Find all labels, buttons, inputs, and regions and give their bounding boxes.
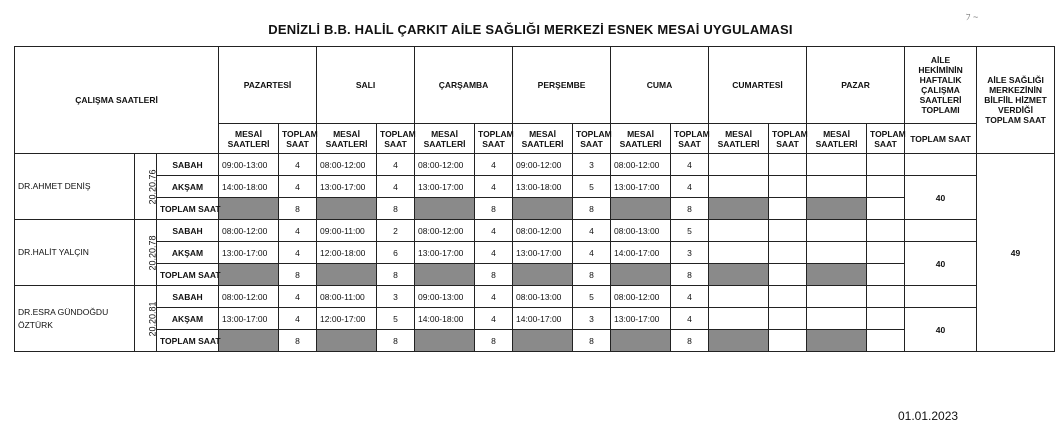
header-toplam-saat: TOPLAM SAAT: [475, 124, 513, 154]
header-day: PERŞEMBE: [513, 47, 611, 124]
day-total: [867, 198, 905, 220]
slot-sabah: SABAH: [157, 220, 219, 242]
toplam-shaded: [709, 198, 769, 220]
sabah-hours: [709, 286, 769, 308]
header-weekly-total: AİLE HEKİMİNİN HAFTALIK ÇALIŞMA SAATLERİ TOPLAMI: [905, 47, 977, 124]
day-total: 8: [671, 198, 709, 220]
weekly-total: 40: [905, 308, 977, 352]
sabah-hours: 08:00-12:00: [219, 220, 279, 242]
sabah-hours: 08:00-11:00: [317, 286, 377, 308]
toplam-shaded: [611, 330, 671, 352]
header-mesai-saatleri: MESAİ SAATLERİ: [219, 124, 279, 154]
header-toplam-saat: TOPLAM SAAT: [769, 124, 807, 154]
day-total: [769, 198, 807, 220]
sabah-total: 4: [377, 154, 415, 176]
header-day: SALI: [317, 47, 415, 124]
aksam-total: 4: [279, 308, 317, 330]
sabah-total: 4: [475, 154, 513, 176]
sabah-hours: 09:00-13:00: [415, 286, 475, 308]
day-total: 8: [475, 264, 513, 286]
sabah-total: 5: [573, 286, 611, 308]
sabah-total: 4: [475, 286, 513, 308]
aksam-total: 4: [671, 176, 709, 198]
sabah-hours: [807, 154, 867, 176]
aksam-hours: 14:00-18:00: [415, 308, 475, 330]
day-total: [769, 264, 807, 286]
schedule-table: [14, 46, 1055, 352]
sabah-hours: 08:00-12:00: [415, 220, 475, 242]
aksam-total: [867, 176, 905, 198]
toplam-shaded: [513, 330, 573, 352]
day-total: [769, 330, 807, 352]
slot-toplam: TOPLAM SAAT: [157, 330, 219, 352]
doctor-code-cell: [135, 286, 157, 352]
day-total: [867, 330, 905, 352]
sabah-hours: [709, 154, 769, 176]
sabah-hours: 09:00-12:00: [513, 154, 573, 176]
sabah-hours: [807, 286, 867, 308]
toplam-shaded: [317, 264, 377, 286]
toplam-shaded: [415, 264, 475, 286]
header-day: PAZARTESİ: [219, 47, 317, 124]
aksam-total: 4: [279, 242, 317, 264]
sabah-hours: 09:00-11:00: [317, 220, 377, 242]
aksam-hours: 13:00-18:00: [513, 176, 573, 198]
weekly-total-blank: [905, 220, 977, 242]
header-mesai-saatleri: MESAİ SAATLERİ: [709, 124, 769, 154]
slot-aksam: AKŞAM: [157, 308, 219, 330]
slot-sabah: SABAH: [157, 154, 219, 176]
aksam-total: [769, 176, 807, 198]
aksam-total: [867, 308, 905, 330]
weekly-total: 40: [905, 176, 977, 220]
toplam-shaded: [415, 330, 475, 352]
aksam-hours: 12:00-18:00: [317, 242, 377, 264]
aksam-hours: [807, 308, 867, 330]
sabah-hours: 08:00-12:00: [513, 220, 573, 242]
toplam-shaded: [807, 264, 867, 286]
header-mesai-saatleri: MESAİ SAATLERİ: [611, 124, 671, 154]
day-total: 8: [279, 264, 317, 286]
slot-toplam: TOPLAM SAAT: [157, 264, 219, 286]
sabah-hours: [807, 220, 867, 242]
sabah-hours: 08:00-12:00: [611, 286, 671, 308]
slot-toplam: TOPLAM SAAT: [157, 198, 219, 220]
toplam-shaded: [415, 198, 475, 220]
aksam-total: 4: [475, 176, 513, 198]
day-total: 8: [671, 330, 709, 352]
doctor-name: DR.AHMET DENİŞ: [15, 154, 135, 220]
toplam-shaded: [317, 330, 377, 352]
slot-aksam: AKŞAM: [157, 242, 219, 264]
sabah-total: 5: [671, 220, 709, 242]
aksam-hours: 13:00-17:00: [219, 242, 279, 264]
aksam-hours: 13:00-17:00: [219, 308, 279, 330]
toplam-shaded: [513, 264, 573, 286]
sabah-hours: 08:00-12:00: [219, 286, 279, 308]
day-total: 8: [377, 330, 415, 352]
weekly-total-blank: [905, 154, 977, 176]
toplam-shaded: [709, 330, 769, 352]
day-total: 8: [377, 198, 415, 220]
aksam-hours: 13:00-17:00: [611, 176, 671, 198]
sabah-total: [867, 154, 905, 176]
toplam-shaded: [709, 264, 769, 286]
sabah-total: [769, 154, 807, 176]
header-day: CUMARTESİ: [709, 47, 807, 124]
aksam-total: 3: [671, 242, 709, 264]
weekly-total-blank: [905, 286, 977, 308]
header-toplam-saat: TOPLAM SAAT: [573, 124, 611, 154]
toplam-shaded: [807, 330, 867, 352]
sabah-hours: 09:00-13:00: [219, 154, 279, 176]
toplam-shaded: [611, 264, 671, 286]
aksam-total: 6: [377, 242, 415, 264]
day-total: 8: [573, 264, 611, 286]
day-total: 8: [475, 198, 513, 220]
slot-aksam: AKŞAM: [157, 176, 219, 198]
header-center-total: AİLE SAĞLIĞI MERKEZİNİN BİLFİİL HİZMET VERDİĞİ TOPLAM SAAT: [977, 47, 1055, 154]
sabah-total: 4: [573, 220, 611, 242]
sabah-hours: 08:00-12:00: [415, 154, 475, 176]
aksam-total: [769, 242, 807, 264]
sabah-total: 4: [671, 286, 709, 308]
sabah-total: 4: [279, 220, 317, 242]
aksam-total: 4: [671, 308, 709, 330]
aksam-total: 4: [475, 242, 513, 264]
sabah-hours: [709, 220, 769, 242]
sabah-total: [867, 286, 905, 308]
doctor-code: 20.20.76: [147, 168, 158, 205]
sabah-total: 3: [573, 154, 611, 176]
day-total: [867, 264, 905, 286]
aksam-total: 5: [377, 308, 415, 330]
sabah-hours: 08:00-13:00: [513, 286, 573, 308]
header-toplam-saat: TOPLAM SAAT: [279, 124, 317, 154]
aksam-total: [769, 308, 807, 330]
toplam-shaded: [219, 330, 279, 352]
toplam-shaded: [611, 198, 671, 220]
doctor-name: DR.ESRA GÜNDOĞDU ÖZTÜRK: [15, 286, 135, 352]
aksam-hours: 14:00-18:00: [219, 176, 279, 198]
doctor-name: DR.HALİT YALÇIN: [15, 220, 135, 286]
header-mesai-saatleri: MESAİ SAATLERİ: [807, 124, 867, 154]
aksam-total: 4: [377, 176, 415, 198]
doctor-code: 20.20.78: [147, 234, 158, 271]
aksam-hours: 13:00-17:00: [415, 242, 475, 264]
corner-mark: ﾌ ~: [966, 12, 979, 22]
doctor-code-cell: [135, 220, 157, 286]
day-total: 8: [279, 330, 317, 352]
toplam-shaded: [219, 198, 279, 220]
header-day: ÇARŞAMBA: [415, 47, 513, 124]
header-toplam-saat-weekly: TOPLAM SAAT: [905, 124, 977, 154]
page-title: DENİZLİ B.B. HALİL ÇARKIT AİLE SAĞLIĞI MERKEZİ ESNEK MESAİ UYGULAMASI: [268, 22, 793, 37]
header-day: CUMA: [611, 47, 709, 124]
header-toplam-saat: TOPLAM SAAT: [377, 124, 415, 154]
day-total: 8: [573, 330, 611, 352]
sabah-total: 4: [279, 286, 317, 308]
document-date: 01.01.2023: [898, 409, 959, 423]
aksam-total: 4: [475, 308, 513, 330]
sabah-total: 2: [377, 220, 415, 242]
aksam-hours: [709, 242, 769, 264]
sabah-total: 3: [377, 286, 415, 308]
sabah-hours: 08:00-13:00: [611, 220, 671, 242]
header-toplam-saat: TOPLAM SAAT: [671, 124, 709, 154]
aksam-hours: 14:00-17:00: [513, 308, 573, 330]
aksam-hours: [709, 308, 769, 330]
aksam-total: 5: [573, 176, 611, 198]
header-calisma-saatleri: ÇALIŞMA SAATLERİ: [15, 47, 219, 154]
aksam-total: 4: [279, 176, 317, 198]
aksam-total: 4: [573, 242, 611, 264]
day-total: 8: [279, 198, 317, 220]
header-mesai-saatleri: MESAİ SAATLERİ: [317, 124, 377, 154]
sabah-total: 4: [279, 154, 317, 176]
day-total: 8: [475, 330, 513, 352]
sabah-total: 4: [475, 220, 513, 242]
doctor-code: 20.20.81: [147, 300, 158, 337]
header-mesai-saatleri: MESAİ SAATLERİ: [513, 124, 573, 154]
header-toplam-saat: TOPLAM SAAT: [867, 124, 905, 154]
slot-sabah: SABAH: [157, 286, 219, 308]
day-total: 8: [377, 264, 415, 286]
sabah-hours: 08:00-12:00: [317, 154, 377, 176]
toplam-shaded: [317, 198, 377, 220]
sabah-total: 4: [671, 154, 709, 176]
aksam-hours: 13:00-17:00: [611, 308, 671, 330]
aksam-hours: [807, 242, 867, 264]
sabah-hours: 08:00-12:00: [611, 154, 671, 176]
header-mesai-saatleri: MESAİ SAATLERİ: [415, 124, 475, 154]
aksam-hours: 12:00-17:00: [317, 308, 377, 330]
sabah-total: [769, 286, 807, 308]
aksam-hours: 13:00-17:00: [317, 176, 377, 198]
aksam-hours: [709, 176, 769, 198]
day-total: 8: [573, 198, 611, 220]
aksam-total: 3: [573, 308, 611, 330]
doctor-code-cell: [135, 154, 157, 220]
toplam-shaded: [513, 198, 573, 220]
day-total: 8: [671, 264, 709, 286]
aksam-total: [867, 242, 905, 264]
center-total: 49: [977, 154, 1055, 352]
aksam-hours: 13:00-17:00: [513, 242, 573, 264]
aksam-hours: 13:00-17:00: [415, 176, 475, 198]
aksam-hours: [807, 176, 867, 198]
header-day: PAZAR: [807, 47, 905, 124]
sabah-total: [867, 220, 905, 242]
sabah-total: [769, 220, 807, 242]
toplam-shaded: [219, 264, 279, 286]
toplam-shaded: [807, 198, 867, 220]
weekly-total: 40: [905, 242, 977, 286]
aksam-hours: 14:00-17:00: [611, 242, 671, 264]
